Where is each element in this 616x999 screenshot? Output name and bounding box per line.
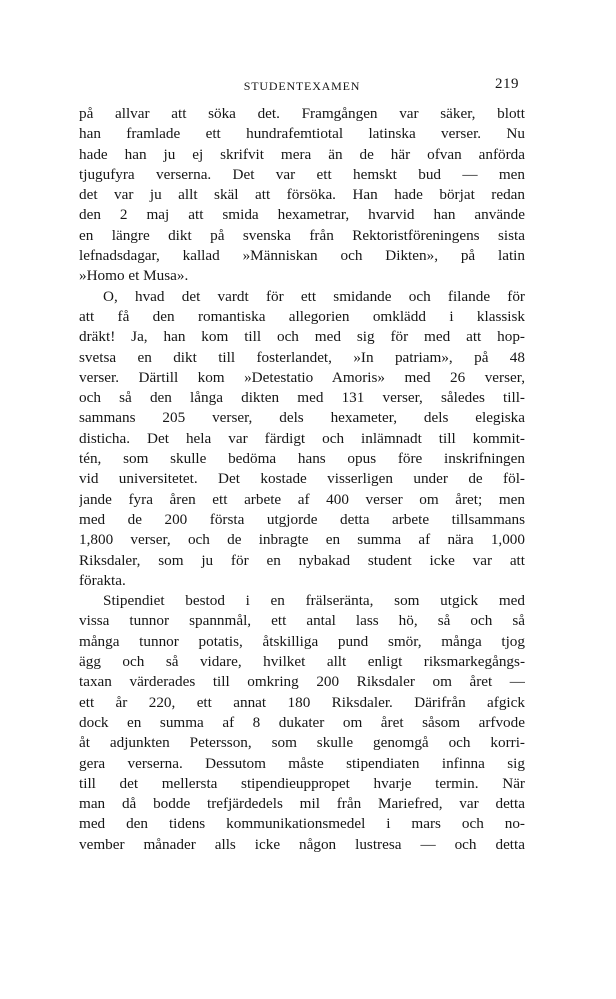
text-line: Stipendiet bestod i en frälseränta, som utgick med: [103, 592, 525, 610]
text-line: tén, som skulle bedöma hans opus före inskrifningen: [79, 450, 525, 468]
text-line: till det mellersta stipendieuppropet hvarje termin. När: [79, 774, 525, 792]
text-line: taxan värderades till omkring 200 Riksdaler om året —: [79, 673, 525, 691]
text-line: många tunnor potatis, åtskilliga pund smör, många tjog: [79, 632, 525, 650]
text-line: disticha. Det hela var färdigt och inlämnadt till kommit-: [79, 429, 525, 447]
running-head: [79, 76, 525, 98]
text-line: åt adjunkten Petersson, som skulle genomgå och korri-: [79, 734, 525, 752]
text-line: gera verserna. Dessutom måste stipendiaten infinna sig: [79, 754, 525, 772]
text-line: med de 200 första utgjorde detta arbete tillsammans: [79, 510, 525, 528]
text-line: att få den romantiska allegorien omklädd i klassisk: [79, 307, 525, 325]
text-line: och så den långa dikten med 131 verser, således till-: [79, 389, 525, 407]
text-line: den 2 maj att smida hexametrar, hvarvid han använde: [79, 206, 525, 224]
text-line: sammans 205 verser, dels hexameter, dels elegiska: [79, 409, 525, 427]
text-line: hade han ju ej skrifvit mera än de här ofvan anförda: [79, 145, 525, 163]
body-text: [79, 104, 525, 855]
running-title: STUDENTEXAMEN: [243, 79, 361, 93]
text-line: med den tidens kommunikationsmedel i mars och no-: [79, 815, 525, 833]
text-line: »Homo et Musa».: [79, 267, 189, 285]
text-line: jande fyra åren ett arbete af 400 verser om året; men: [79, 490, 525, 508]
book-page: [79, 76, 525, 855]
text-line: verser. Därtill kom »Detestatio Amoris» med 26 verser,: [79, 368, 525, 386]
text-line: dock en summa af 8 dukater om året såsom arfvode: [79, 713, 525, 731]
page-number: 219: [495, 76, 519, 92]
text-line: en längre dikt på svenska från Rektoristföreningens sista: [79, 226, 525, 244]
text-line: han framlade ett hundrafemtiotal latinska verser. Nu: [79, 125, 525, 143]
text-line: Riksdaler, som ju för en nybakad student icke var att: [79, 551, 525, 569]
text-line: svetsa en dikt till fosterlandet, »In patriam», på 48: [79, 348, 525, 366]
text-line: ett år 220, ett annat 180 Riksdaler. Därifrån afgick: [79, 693, 525, 711]
text-line: dräkt! Ja, han kom till och med sig för med att hop-: [79, 328, 525, 346]
text-line: ägg och så vidare, hvilket allt enligt riksmarkegångs-: [79, 653, 525, 671]
text-line: vember månader alls icke någon lustresa — och detta: [79, 835, 525, 853]
text-line: O, hvad det vardt för ett smidande och filande för: [103, 287, 525, 305]
text-line: lefnadsdagar, kallad »Människan och Dikten», på latin: [79, 247, 525, 265]
text-line: man då bodde trefjärdedels mil från Mariefred, var detta: [79, 795, 525, 813]
text-line: förakta.: [79, 571, 126, 589]
text-line: det var ju allt skäl att försöka. Han hade börjat redan: [79, 186, 525, 204]
text-line: tjugufyra verserna. Det var ett hemskt bud — men: [79, 165, 525, 183]
text-line: vid universitetet. Det kostade visserligen under de föl-: [79, 470, 525, 488]
text-line: på allvar att söka det. Framgången var säker, blott: [79, 105, 525, 122]
text-line: 1,800 verser, och de inbragte en summa af nära 1,000: [79, 531, 525, 549]
text-line: vissa tunnor spannmål, ett antal lass hö, så och så: [79, 612, 525, 630]
